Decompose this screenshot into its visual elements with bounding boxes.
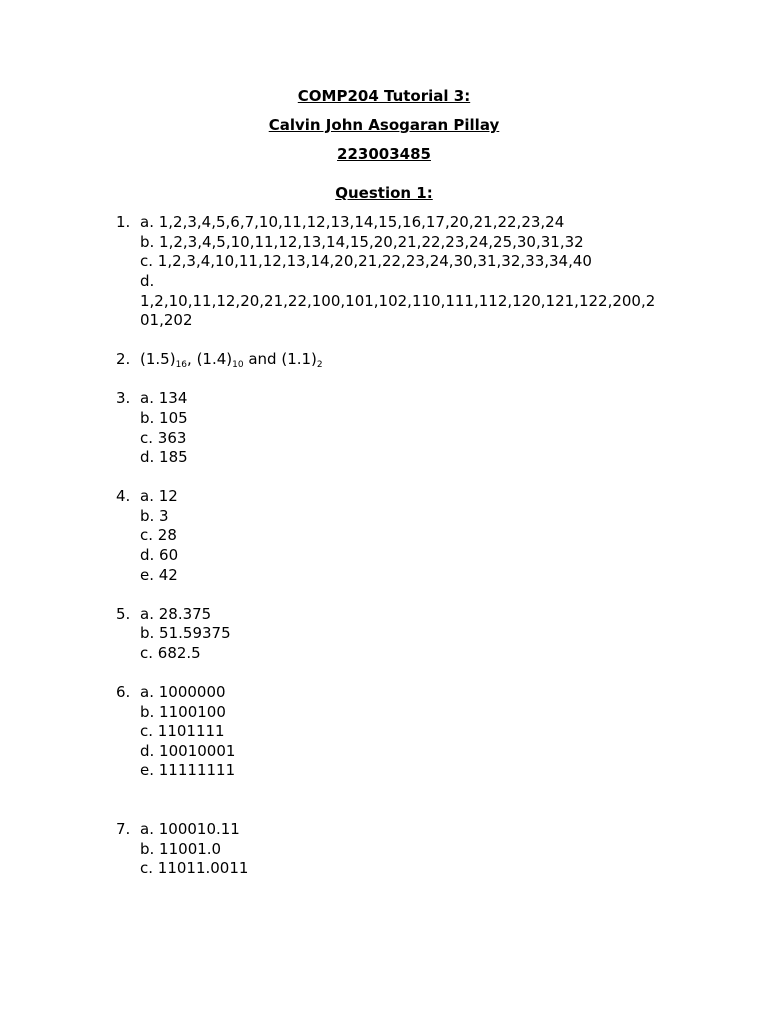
answer-line: c. 363 xyxy=(140,429,187,447)
answer-line: c. 1,2,3,4,10,11,12,13,14,20,21,22,23,24,30,31,32,33,34,40 xyxy=(140,252,592,270)
answer-line: c. 11011.0011 xyxy=(140,859,249,877)
answer-line: d. 60 xyxy=(140,546,179,564)
answer-line: 01,202 xyxy=(140,311,193,329)
answer-line: c. 28 xyxy=(140,526,177,544)
answer-line: c. 1101111 xyxy=(140,722,225,740)
value-text: (1.5) xyxy=(140,350,176,368)
answer-line: b. 51.59375 xyxy=(140,624,231,642)
answer-line: b. 105 xyxy=(140,409,188,427)
question-number: 4. xyxy=(116,487,131,505)
answer-line: a. 1000000 xyxy=(140,683,226,701)
answer-line: d. 10010001 xyxy=(140,742,236,760)
base-subscript: 16 xyxy=(175,360,188,370)
answer-line: e. 11111111 xyxy=(140,761,236,779)
answer-line: c. 682.5 xyxy=(140,644,201,662)
answer-line: d. xyxy=(140,272,155,290)
answer-line: a. 28.375 xyxy=(140,605,212,623)
document-title: COMP204 Tutorial 3: xyxy=(297,87,471,105)
answer-line: a. 1,2,3,4,5,6,7,10,11,12,13,14,15,16,17,20,21,22,23,24 xyxy=(140,213,565,231)
question-number: 5. xyxy=(116,605,131,623)
student-number: 223003485 xyxy=(337,145,431,163)
question-number: 6. xyxy=(116,683,131,701)
question-number: 7. xyxy=(116,820,131,838)
base-subscript: 10 xyxy=(232,360,244,370)
question-number: 3. xyxy=(116,389,131,407)
section-heading: Question 1: xyxy=(335,184,433,202)
separator-text: and xyxy=(243,350,282,368)
answer-line: b. 3 xyxy=(140,507,169,525)
separator-text: , xyxy=(187,350,197,368)
answer-line: b. 1,2,3,4,5,10,11,12,13,14,15,20,21,22,23,24,25,30,31,32 xyxy=(140,233,584,251)
answer-line: b. 11001.0 xyxy=(140,840,222,858)
answer-line: 1,2,10,11,12,20,21,22,100,101,102,110,111,112,120,121,122,200,2 xyxy=(140,292,656,310)
answer-line: a. 100010.11 xyxy=(140,820,240,838)
value-text: (1.4) xyxy=(196,350,233,368)
answer-line xyxy=(140,349,323,369)
answer-line: b. 1100100 xyxy=(140,703,226,721)
answer-line: e. 42 xyxy=(140,566,178,584)
answer-line: a. 134 xyxy=(140,389,188,407)
value-text: (1.1) xyxy=(281,350,317,368)
base-subscript: 2 xyxy=(316,360,323,370)
question-number: 2. xyxy=(116,350,131,368)
author-name: Calvin John Asogaran Pillay xyxy=(268,116,500,134)
answer-line: d. 185 xyxy=(140,448,188,466)
answer-line: a. 12 xyxy=(140,487,178,505)
question-number: 1. xyxy=(116,213,131,231)
